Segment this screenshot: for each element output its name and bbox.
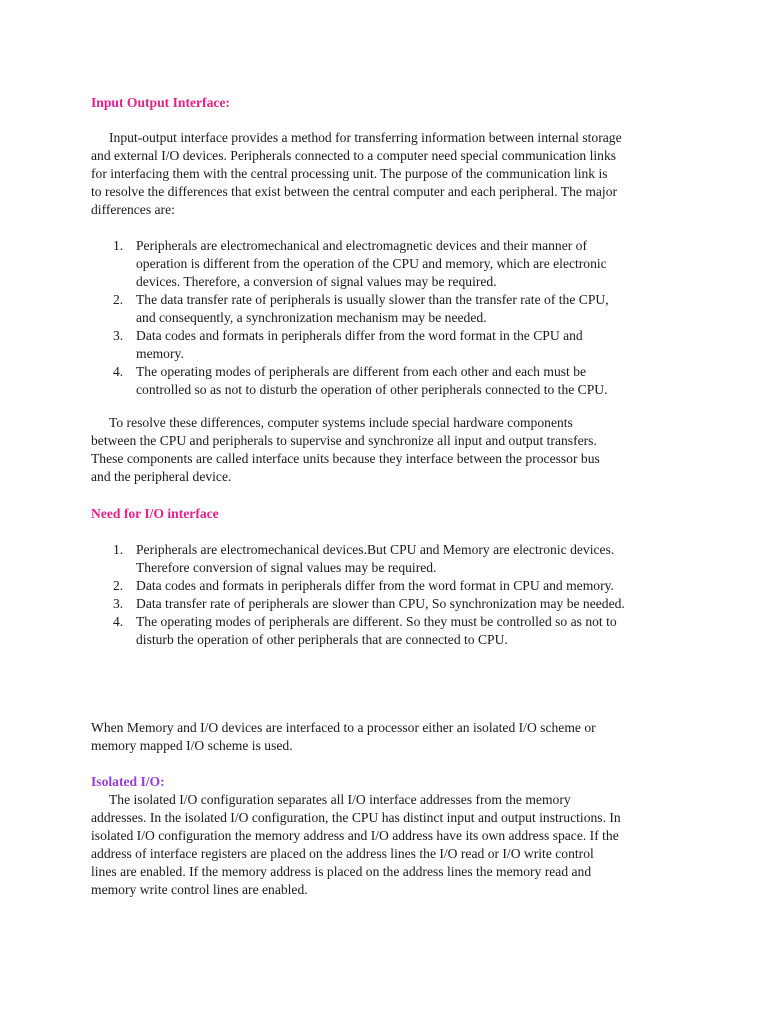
schemes-paragraph [91,719,691,755]
list-number: 3. [113,596,124,611]
list-number: 2. [113,578,124,593]
list-line: The operating modes of peripherals are different. So they must be controlled so as not to [136,614,617,629]
isolated-line: memory write control lines are enabled. [91,882,308,897]
list-line: Data transfer rate of peripherals are slower than CPU, So synchronization may be needed. [136,596,625,611]
isolated-line: The isolated I/O configuration separates all I/O interface addresses from the memory [109,792,571,807]
schemes-line: memory mapped I/O scheme is used. [91,738,293,753]
schemes-line: When Memory and I/O devices are interfaced to a processor either an isolated I/O scheme or [91,720,596,735]
list-number: 1. [113,238,124,253]
list-line: Peripherals are electromechanical devices.But CPU and Memory are electronic devices. [136,542,615,557]
need-heading: Need for I/O interface [91,506,219,521]
intro-line: Input-output interface provides a method for transferring information between internal storage [109,130,622,145]
intro-line: and external I/O devices. Peripherals connected to a computer need special communication links [91,148,617,163]
isolated-io-paragraph [91,791,691,899]
list-line: The operating modes of peripherals are different from each other and each must be [136,364,587,379]
list-item [91,291,691,327]
resolution-line: between the CPU and peripherals to supervise and synchronize all input and output transfers. [91,433,597,448]
isolated-io-heading: Isolated I/O: [91,774,165,789]
list-line: devices. Therefore, a conversion of signal values may be required. [136,274,497,289]
list-line: Therefore conversion of signal values may be required. [136,560,437,575]
intro-line: for interfacing them with the central processing unit. The purpose of the communication link is [91,166,608,181]
list-item [91,237,691,291]
list-item [91,577,691,595]
intro-line: differences are: [91,202,175,217]
list-item [91,613,691,649]
io-interface-heading: Input Output Interface: [91,95,230,110]
list-item [91,595,691,613]
list-line: Data codes and formats in peripherals differ from the word format in CPU and memory. [136,578,614,593]
io-interface-intro [91,129,691,219]
list-number: 2. [113,292,124,307]
isolated-line: addresses. In the isolated I/O configuration, the CPU has distinct input and output instructions. In [91,810,621,825]
differences-list [91,237,691,399]
list-line: operation is different from the operation of the CPU and memory, which are electronic [136,256,607,271]
list-line: Data codes and formats in peripherals differ from the word format in the CPU and [136,328,583,343]
list-item [91,327,691,363]
isolated-line: address of interface registers are placed on the address lines the I/O read or I/O write control [91,846,594,861]
list-line: controlled so as not to disturb the operation of other peripherals connected to the CPU. [136,382,608,397]
list-line: disturb the operation of other peripherals that are connected to CPU. [136,632,508,647]
list-number: 4. [113,614,124,629]
list-item [91,363,691,399]
list-number: 1. [113,542,124,557]
list-line: Peripherals are electromechanical and electromagnetic devices and their manner of [136,238,588,253]
resolution-line: To resolve these differences, computer systems include special hardware components [109,415,573,430]
isolated-line: isolated I/O configuration the memory address and I/O address have its own address space. If the [91,828,619,843]
isolated-line: lines are enabled. If the memory address is placed on the address lines the memory read and [91,864,592,879]
list-number: 3. [113,328,124,343]
resolution-line: and the peripheral device. [91,469,232,484]
list-line: The data transfer rate of peripherals is usually slower than the transfer rate of the CPU, [136,292,609,307]
resolution-line: These components are called interface units because they interface between the processor bus [91,451,600,466]
intro-line: to resolve the differences that exist between the central computer and each peripheral. The major [91,184,618,199]
need-list [91,541,691,649]
list-line: memory. [136,346,184,361]
list-number: 4. [113,364,124,379]
list-item [91,541,691,577]
list-line: and consequently, a synchronization mechanism may be needed. [136,310,487,325]
resolution-paragraph [91,414,691,486]
